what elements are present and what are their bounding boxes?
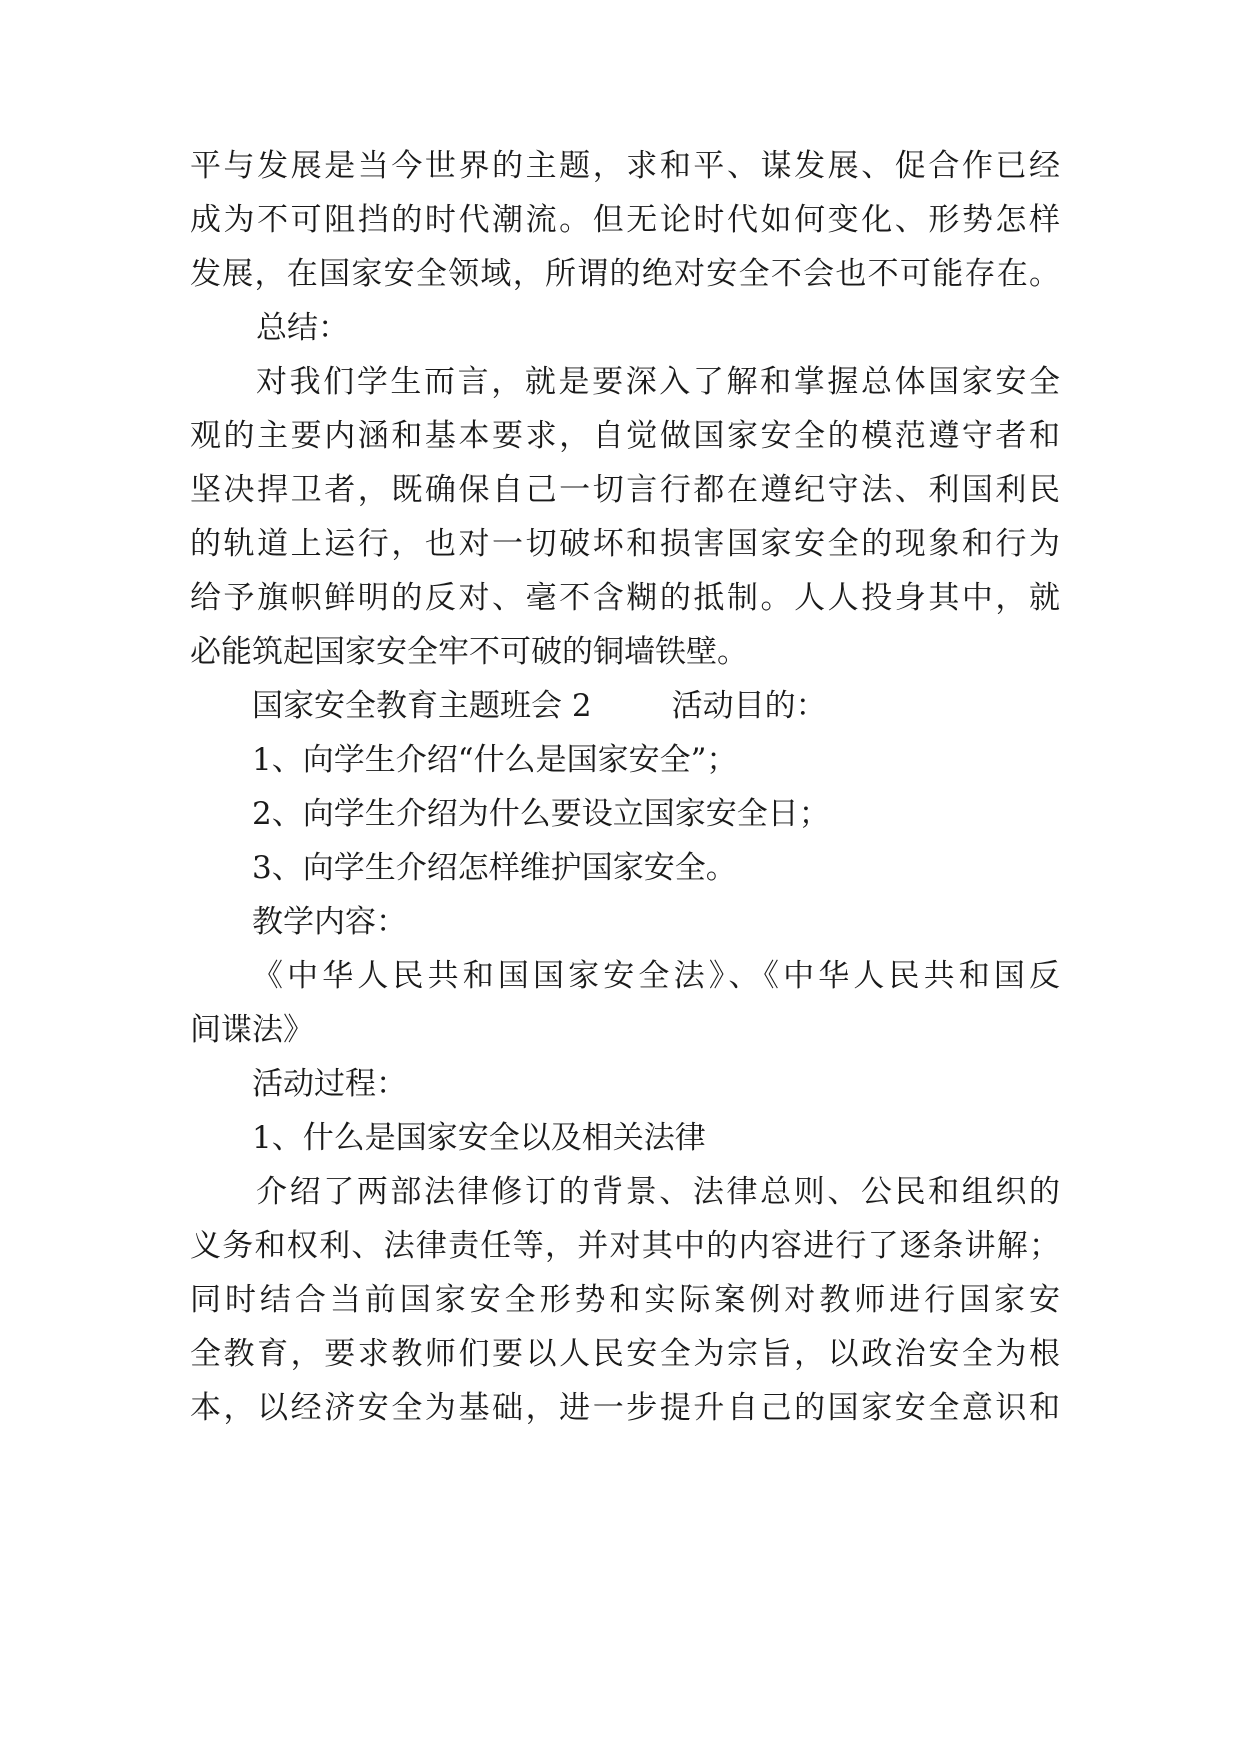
paragraph-line: 坚决捍卫者，既确保自己一切言行都在遵纪守法、利国利民: [190, 472, 1060, 508]
paragraph-line: 的轨道上运行，也对一切破坏和损害国家安全的现象和行为: [190, 526, 1060, 562]
paragraph-line: 全教育，要求教师们要以人民安全为宗旨，以政治安全为根: [190, 1336, 1060, 1372]
paragraph-line: 《中华人民共和国国家安全法》、《中华人民共和国反: [252, 958, 1060, 994]
paragraph-line: 介绍了两部法律修订的背景、法律总则、公民和组织的: [256, 1174, 1060, 1210]
activity-goal-heading: 活动目的：: [671, 688, 827, 724]
list-item: 1、向学生介绍“什么是国家安全”；: [252, 742, 738, 778]
paragraph-line: 必能筑起国家安全牢不可破的铜墙铁壁。: [190, 634, 748, 670]
paragraph-line: 发展，在国家安全领域，所谓的绝对安全不会也不可能存在。: [190, 256, 1060, 292]
teaching-content-heading: 教学内容：: [252, 904, 407, 940]
paragraph-line: 义务和权利、法律责任等，并对其中的内容进行了逐条讲解；: [190, 1228, 1060, 1264]
summary-heading: 总结：: [256, 310, 349, 346]
paragraph-line: 平与发展是当今世界的主题，求和平、谋发展、促合作已经: [190, 148, 1060, 184]
paragraph-line: 给予旗帜鲜明的反对、毫不含糊的抵制。人人投身其中，就: [190, 580, 1060, 616]
paragraph-line: 本，以经济安全为基础，进一步提升自己的国家安全意识和: [190, 1390, 1060, 1426]
paragraph-line: 同时结合当前国家安全形势和实际案例对教师进行国家安: [190, 1282, 1060, 1318]
section-title: 国家安全教育主题班会 2: [252, 688, 592, 724]
paragraph-line: 观的主要内涵和基本要求，自觉做国家安全的模范遵守者和: [190, 418, 1060, 454]
subsection-heading: 1、什么是国家安全以及相关法律: [252, 1120, 706, 1156]
paragraph-line: 对我们学生而言，就是要深入了解和掌握总体国家安全: [256, 364, 1060, 400]
section-title-line: [252, 676, 1060, 736]
activity-process-heading: 活动过程：: [252, 1066, 407, 1102]
paragraph-line: 成为不可阻挡的时代潮流。但无论时代如何变化、形势怎样: [190, 202, 1060, 238]
list-item: 2、向学生介绍为什么要设立国家安全日；: [252, 796, 830, 832]
paragraph-line: 间谍法》: [190, 1012, 314, 1048]
list-item: 3、向学生介绍怎样维护国家安全。: [252, 850, 737, 886]
